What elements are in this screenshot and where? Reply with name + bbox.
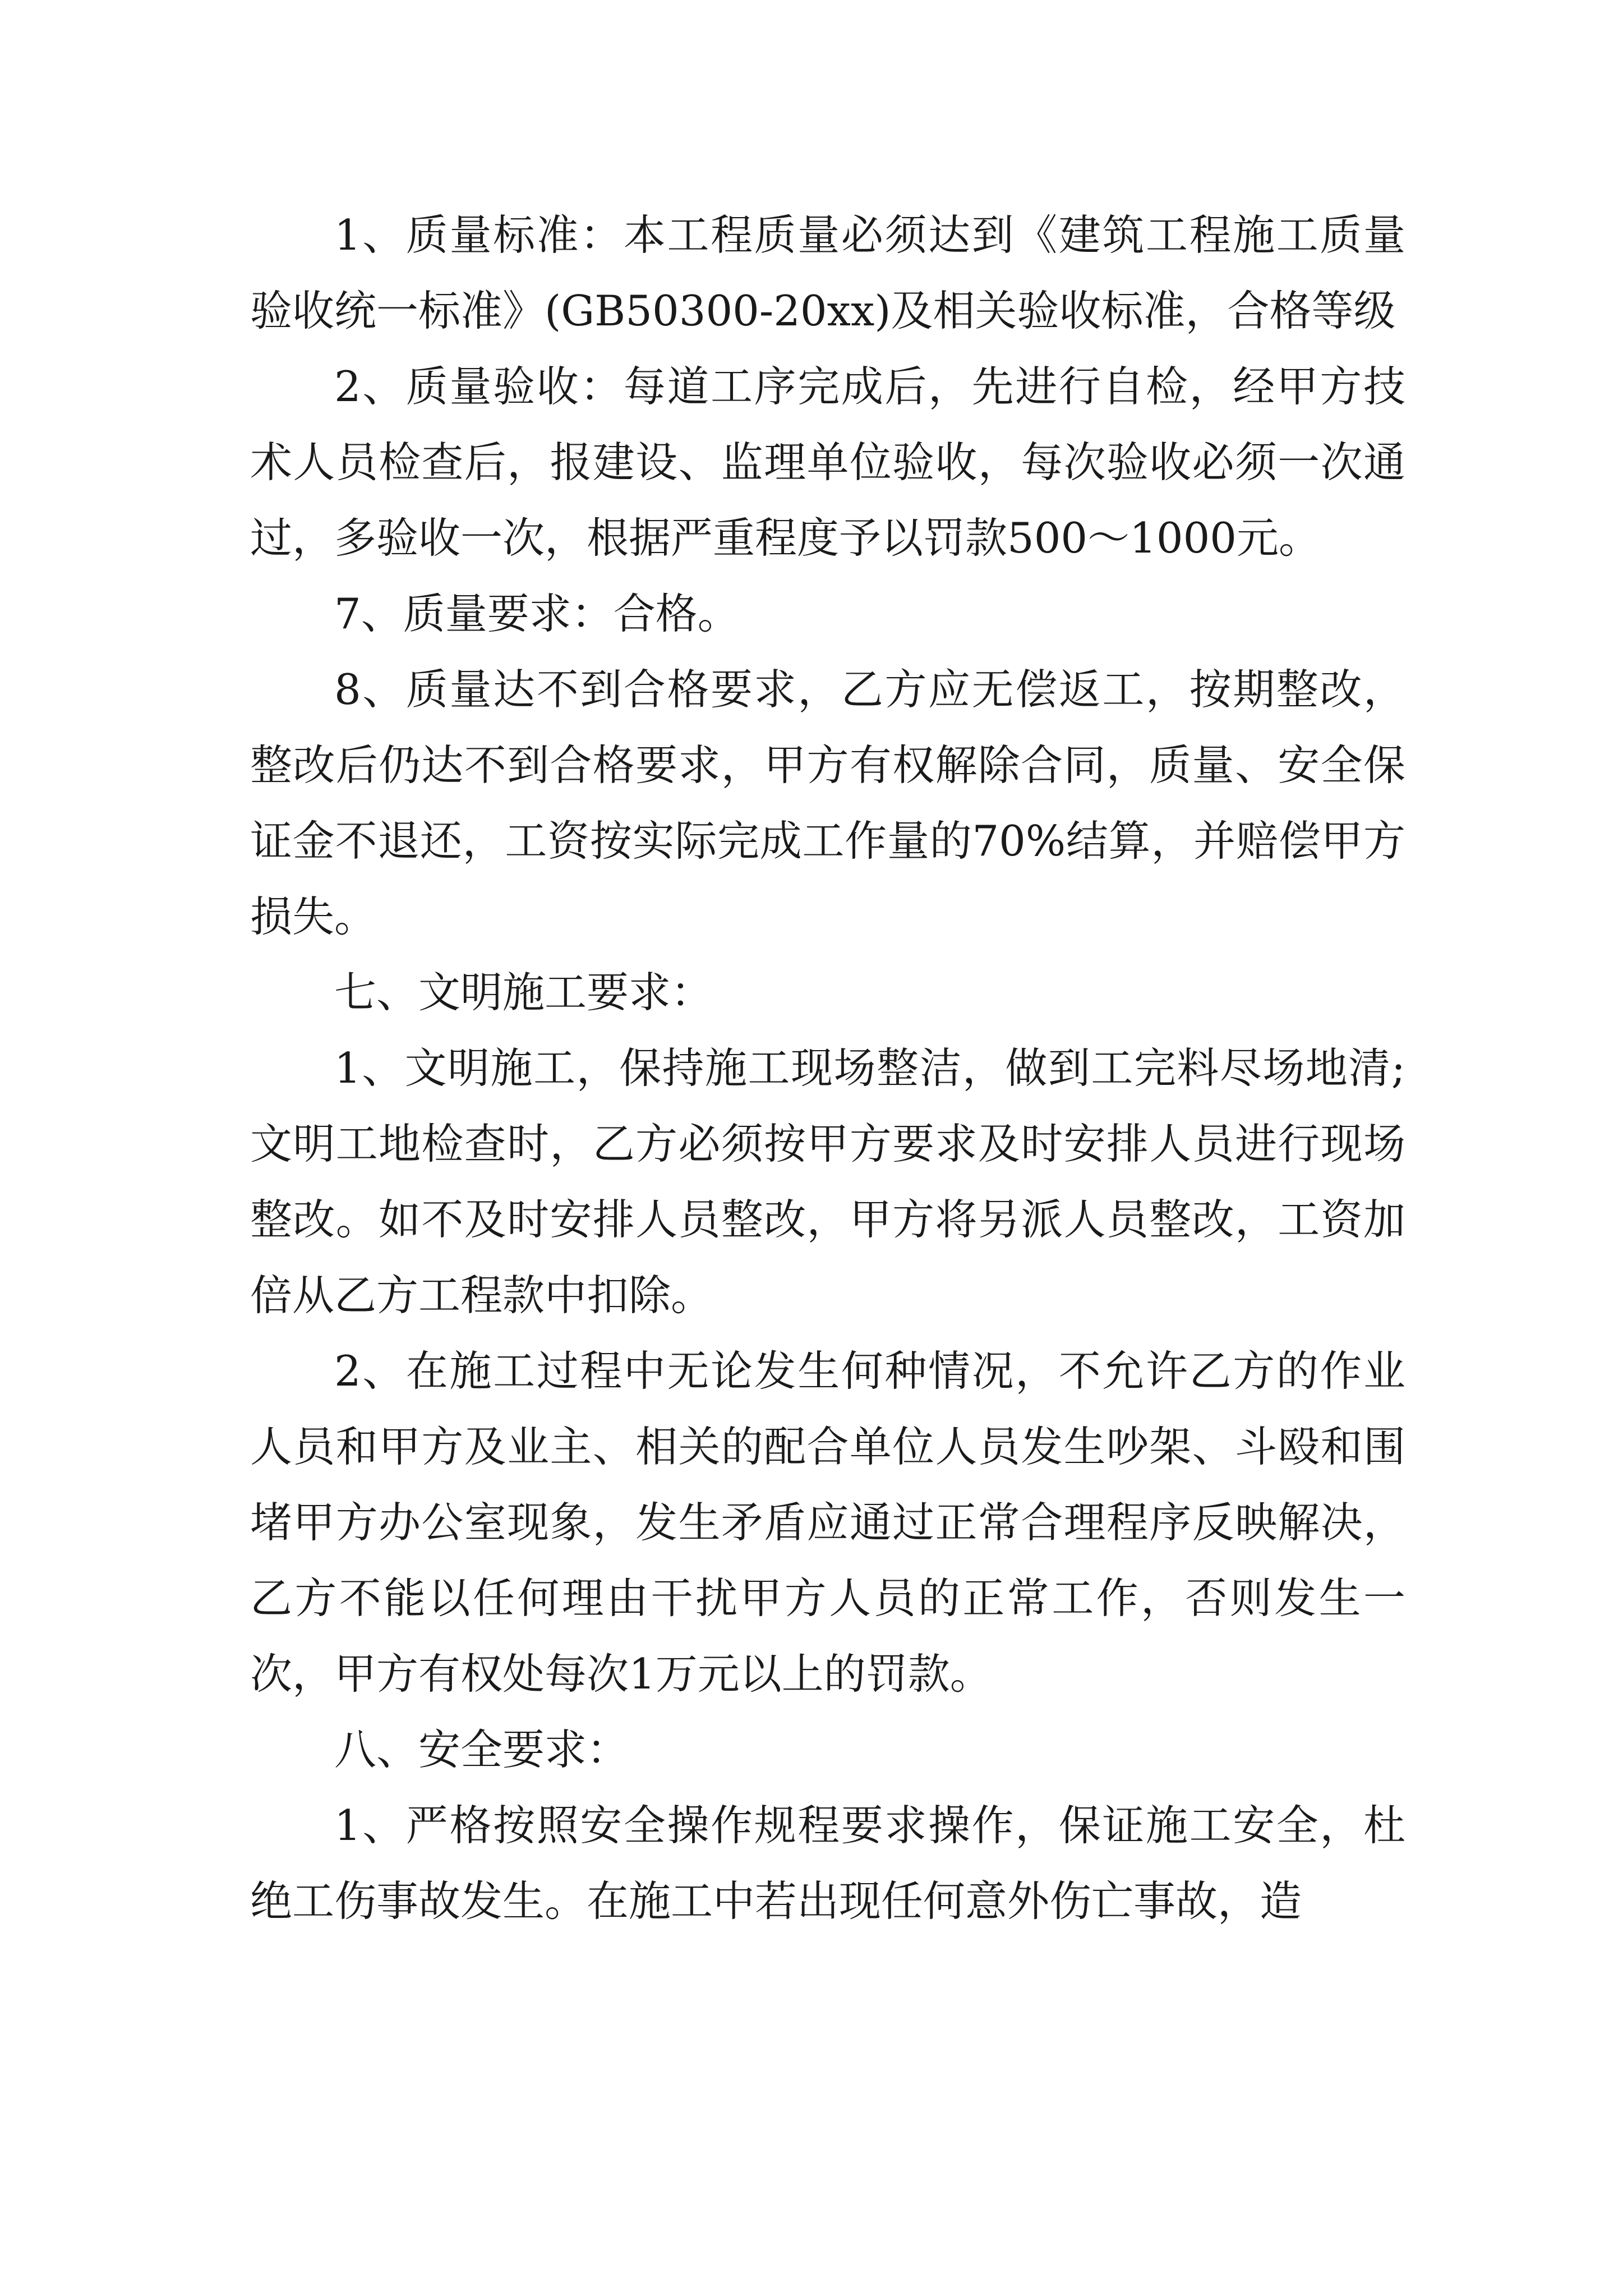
section-heading-civilized-construction: 七、文明施工要求： xyxy=(334,968,713,1017)
section-heading-safety: 八、安全要求： xyxy=(334,1725,629,1774)
paragraph-civilized-construction-2: 2、在施工过程中无论发生何种情况，不允许乙方的作业人员和甲方及业主、相关的配合单位人员发生吵架、斗殴和围堵甲方办公室现象，发生矛盾应通过正常合理程序反映解决，乙方不能以任何理由干扰甲方人员的正常工作，否则发生一次，甲方有权处每次1万元以上的罚款。 xyxy=(250,1346,1405,1699)
paragraph-civilized-construction-1: 1、文明施工，保持施工现场整洁，做到工完料尽场地清;文明工地检查时，乙方必须按甲方要求及时安排人员进行现场整改。如不及时安排人员整改，甲方将另派人员整改，工资加倍从乙方工程款中扣除。 xyxy=(250,1043,1405,1320)
paragraph-quality-failure: 8、质量达不到合格要求，乙方应无偿返工，按期整改，整改后仍达不到合格要求，甲方有权解除合同，质量、安全保证金不退还，工资按实际完成工作量的70%结算，并赔偿甲方损失。 xyxy=(250,665,1405,941)
document-body xyxy=(250,197,1405,1939)
paragraph-quality-acceptance: 2、质量验收：每道工序完成后，先进行自检，经甲方技术人员检查后，报建设、监理单位验收，每次验收必须一次通过，多验收一次，根据严重程度予以罚款500～1000元。 xyxy=(250,362,1405,563)
paragraph-safety-1: 1、严格按照安全操作规程要求操作，保证施工安全，杜绝工伤事故发生。在施工中若出现任何意外伤亡事故，造 xyxy=(250,1801,1405,1926)
paragraph-quality-requirement: 7、质量要求：合格。 xyxy=(334,589,740,638)
paragraph-quality-standard: 1、质量标准：本工程质量必须达到《建筑工程施工质量验收统一标准》(GB50300-20xx)及相关验收标准，合格等级 xyxy=(250,210,1405,335)
